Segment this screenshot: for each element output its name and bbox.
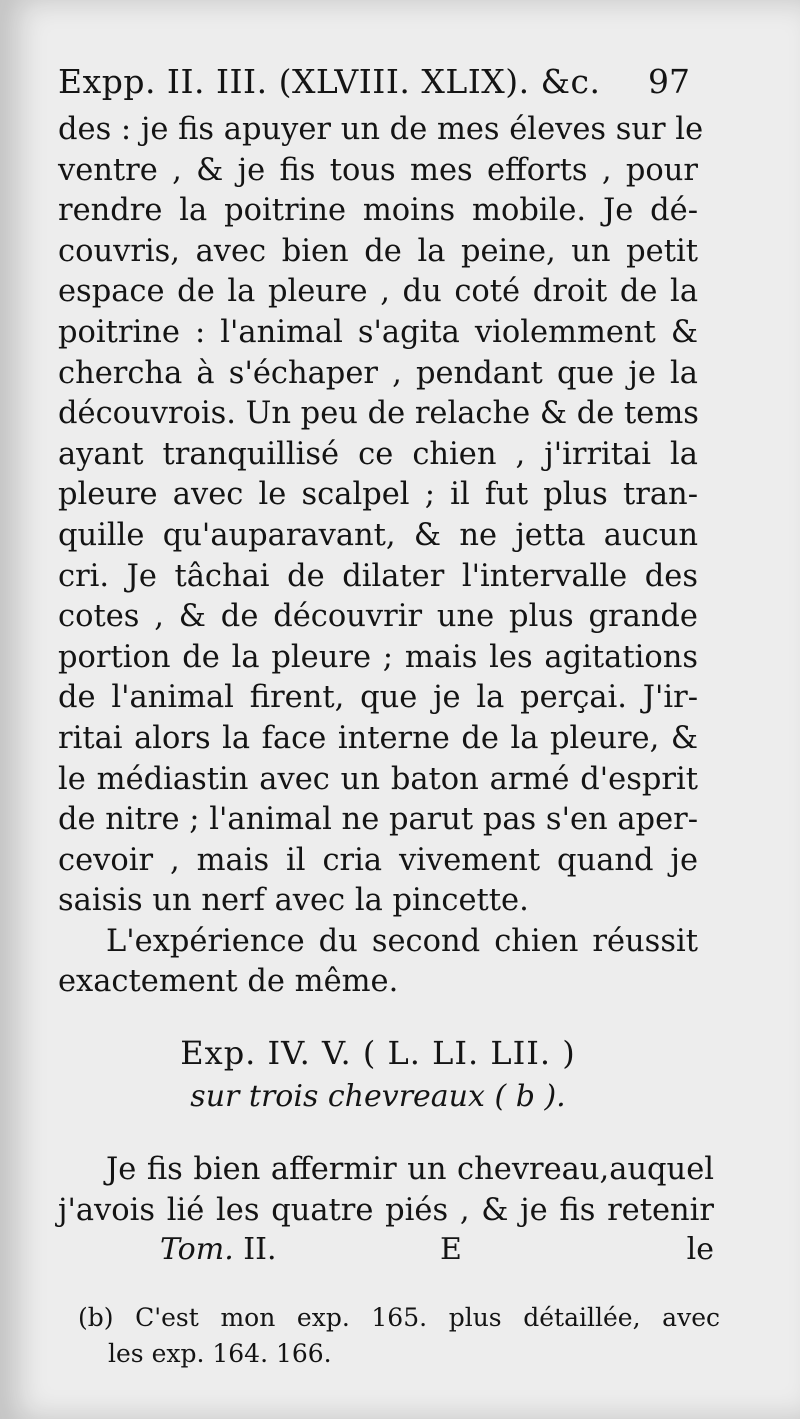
text-line: cri. Je tâchai de dilater l'intervalle des [58,558,698,594]
text-line: exactement de même. [58,964,399,1000]
text-line: portion de la pleure ; mais les agitations [58,639,698,675]
section-subtitle: sur trois chevreaux ( b ). [190,1079,566,1114]
catchword: le [686,1232,714,1267]
section-title: Exp. IV. V. ( L. LI. LII. ) [180,1034,576,1072]
footnote-line: les exp. 164. 166. [108,1339,332,1368]
paragraph-1 [58,110,704,922]
main-text [58,110,704,1003]
text-line: de nitre ; l'animal ne parut pas s'en aper- [58,802,698,838]
volume-number: II. [243,1232,277,1267]
text-line: cotes , & de découvrir une plus grande [58,599,698,635]
text-line: de l'animal firent, que je la perçai. J'ir- [58,680,698,716]
text-line: L'expérience du second chien réussit [106,923,698,959]
footnote-line: (b) C'est mon exp. 165. plus détaillée, avec [78,1303,720,1332]
running-head: Expp. II. III. (XLVIII. XLIX). &c. [58,62,601,101]
signature-line [58,1230,714,1270]
text-line: ventre , & je fis tous mes efforts , pour [58,152,698,188]
text-line: j'avois lié les quatre piés , & je fis retenir [58,1192,714,1228]
text-line: chercha à s'échaper , pendant que je la [58,355,698,391]
text-line: ritai alors la face interne de la pleure, & [58,720,698,756]
paragraph-2 [58,922,698,1003]
paragraph-3 [58,1150,714,1231]
volume-label: Tom. [160,1232,234,1267]
volume-mark [160,1230,277,1270]
section-heading [58,1030,698,1118]
text-line: couvris, avec bien de la peine, un petit [58,233,698,269]
text-line: poitrine : l'animal s'agita violemment & [58,314,698,350]
text-line: des : je fis apuyer un de mes éleves sur le [58,112,704,147]
text-line: découvrois. Un peu de relache & de tems [58,396,699,432]
footnote [78,1300,720,1372]
page-header [58,56,690,106]
text-line: cevoir , mais il cria vivement quand je [58,842,698,878]
signature-mark: E [440,1232,462,1267]
text-line: saisis un nerf avec la pincette. [58,883,529,919]
page-number: 97 [648,62,690,101]
text-line: rendre la poitrine moins mobile. Je dé- [58,193,698,229]
text-line: quille qu'auparavant, & ne jetta aucun [58,517,698,553]
text-line: pleure avec le scalpel ; il fut plus tran- [58,477,698,513]
text-line: Je fis bien affermir un chevreau,auquel [106,1152,714,1187]
text-line: ayant tranquillisé ce chien , j'irritai la [58,436,698,472]
text-line: espace de la pleure , du coté droit de la [58,274,698,310]
text-line: le médiastin avec un baton armé d'esprit [58,761,698,797]
